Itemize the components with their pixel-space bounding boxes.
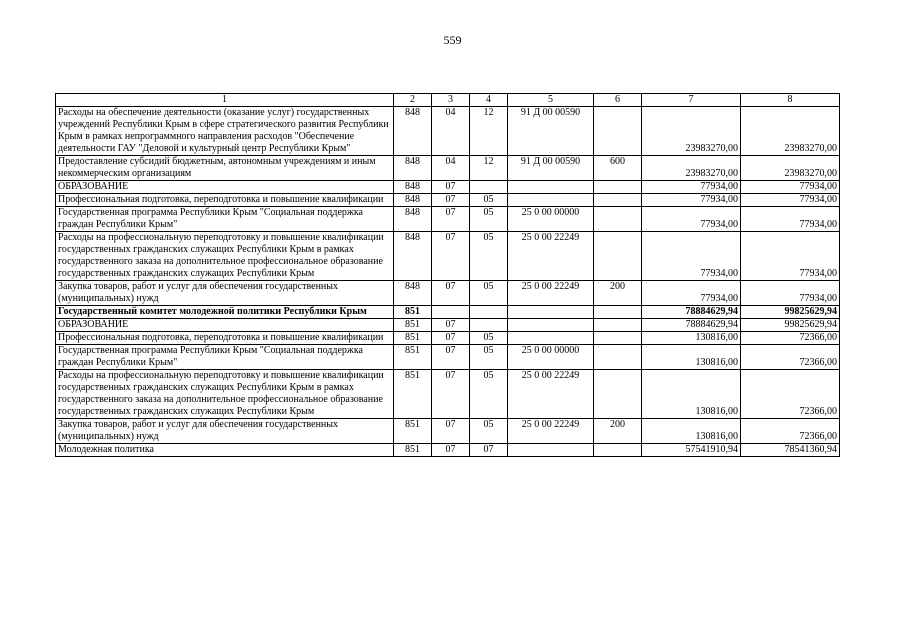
section-code-cell: 04 xyxy=(432,107,470,156)
subsection-code-cell xyxy=(470,319,508,332)
amount-col7-cell: 23983270,00 xyxy=(642,156,741,181)
section-code-cell: 07 xyxy=(432,281,470,306)
budget-table xyxy=(55,93,840,457)
row-name-cell: Государственная программа Республики Крым "Социальная поддержка граждан Республики Крым" xyxy=(56,207,394,232)
expense-type-cell xyxy=(594,370,642,419)
section-code-cell: 07 xyxy=(432,319,470,332)
target-article-cell: 91 Д 00 00590 xyxy=(508,107,594,156)
header-cell-2: 2 xyxy=(394,94,432,107)
expense-type-cell xyxy=(594,332,642,345)
row-name-cell: Закупка товаров, работ и услуг для обеспечения государственных (муниципальных) нужд xyxy=(56,281,394,306)
subsection-code-cell: 05 xyxy=(470,194,508,207)
table-row xyxy=(56,419,840,444)
amount-col7-cell: 77934,00 xyxy=(642,232,741,281)
subsection-code-cell xyxy=(470,306,508,319)
header-cell-1: 1 xyxy=(56,94,394,107)
ministry-code-cell: 851 xyxy=(394,319,432,332)
expense-type-cell xyxy=(594,345,642,370)
subsection-code-cell: 05 xyxy=(470,232,508,281)
amount-col8-cell: 77934,00 xyxy=(741,232,840,281)
amount-col8-cell: 78541360,94 xyxy=(741,444,840,457)
target-article-cell: 25 0 00 00000 xyxy=(508,345,594,370)
table-row xyxy=(56,444,840,457)
ministry-code-cell: 851 xyxy=(394,370,432,419)
row-name-cell: ОБРАЗОВАНИЕ xyxy=(56,181,394,194)
table-row xyxy=(56,319,840,332)
target-article-cell xyxy=(508,444,594,457)
row-name-cell: ОБРАЗОВАНИЕ xyxy=(56,319,394,332)
expense-type-cell xyxy=(594,207,642,232)
amount-col8-cell: 72366,00 xyxy=(741,345,840,370)
table-row xyxy=(56,370,840,419)
section-code-cell: 07 xyxy=(432,345,470,370)
table-row xyxy=(56,207,840,232)
amount-col7-cell: 130816,00 xyxy=(642,345,741,370)
table-row xyxy=(56,306,840,319)
header-cell-6: 6 xyxy=(594,94,642,107)
subsection-code-cell: 12 xyxy=(470,107,508,156)
ministry-code-cell: 848 xyxy=(394,232,432,281)
expense-type-cell: 200 xyxy=(594,419,642,444)
table-row xyxy=(56,107,840,156)
table-row xyxy=(56,181,840,194)
header-cell-8: 8 xyxy=(741,94,840,107)
row-name-cell: Расходы на профессиональную переподготовку и повышение квалификации государственных гражданских служащих Республики Крым в рамках государственного заказа на дополнительное профессиональное образование государственных гражданских служащих Республики Крым xyxy=(56,232,394,281)
ministry-code-cell: 848 xyxy=(394,281,432,306)
amount-col8-cell: 77934,00 xyxy=(741,281,840,306)
target-article-cell xyxy=(508,181,594,194)
section-code-cell: 07 xyxy=(432,232,470,281)
ministry-code-cell: 851 xyxy=(394,444,432,457)
section-code-cell: 07 xyxy=(432,207,470,232)
subsection-code-cell: 05 xyxy=(470,419,508,444)
expense-type-cell xyxy=(594,107,642,156)
amount-col7-cell: 78884629,94 xyxy=(642,319,741,332)
section-code-cell: 07 xyxy=(432,370,470,419)
subsection-code-cell: 05 xyxy=(470,332,508,345)
target-article-cell: 25 0 00 22249 xyxy=(508,281,594,306)
amount-col7-cell: 130816,00 xyxy=(642,332,741,345)
subsection-code-cell: 05 xyxy=(470,281,508,306)
amount-col7-cell: 77934,00 xyxy=(642,194,741,207)
amount-col8-cell: 72366,00 xyxy=(741,332,840,345)
amount-col7-cell: 77934,00 xyxy=(642,181,741,194)
subsection-code-cell xyxy=(470,181,508,194)
target-article-cell: 25 0 00 00000 xyxy=(508,207,594,232)
subsection-code-cell: 05 xyxy=(470,207,508,232)
amount-col7-cell: 78884629,94 xyxy=(642,306,741,319)
ministry-code-cell: 851 xyxy=(394,332,432,345)
expense-type-cell xyxy=(594,232,642,281)
ministry-code-cell: 848 xyxy=(394,207,432,232)
section-code-cell: 04 xyxy=(432,156,470,181)
expense-type-cell: 200 xyxy=(594,281,642,306)
amount-col8-cell: 72366,00 xyxy=(741,370,840,419)
target-article-cell xyxy=(508,194,594,207)
target-article-cell: 25 0 00 22249 xyxy=(508,370,594,419)
row-name-cell: Расходы на профессиональную переподготовку и повышение квалификации государственных гражданских служащих Республики Крым в рамках государственного заказа на дополнительное профессиональное образование государственных гражданских служащих Республики Крым xyxy=(56,370,394,419)
amount-col8-cell: 99825629,94 xyxy=(741,306,840,319)
row-name-cell: Государственная программа Республики Крым "Социальная поддержка граждан Республики Крым" xyxy=(56,345,394,370)
table-row xyxy=(56,281,840,306)
target-article-cell xyxy=(508,332,594,345)
row-name-cell: Закупка товаров, работ и услуг для обеспечения государственных (муниципальных) нужд xyxy=(56,419,394,444)
header-cell-5: 5 xyxy=(508,94,594,107)
section-code-cell: 07 xyxy=(432,419,470,444)
row-name-cell: Расходы на обеспечение деятельности (оказание услуг) государственных учреждений Республики Крым в сфере стратегического развития Республики Крым в рамках непрограммного направления расходов "Обеспечение деятельности ГАУ "Деловой и культурный центр Республики Крым" xyxy=(56,107,394,156)
subsection-code-cell: 05 xyxy=(470,345,508,370)
target-article-cell xyxy=(508,306,594,319)
page-number: 559 xyxy=(443,33,462,47)
header-cell-7: 7 xyxy=(642,94,741,107)
expense-type-cell xyxy=(594,444,642,457)
ministry-code-cell: 848 xyxy=(394,181,432,194)
ministry-code-cell: 851 xyxy=(394,345,432,370)
subsection-code-cell: 07 xyxy=(470,444,508,457)
table-row xyxy=(56,345,840,370)
expense-type-cell xyxy=(594,306,642,319)
amount-col7-cell: 130816,00 xyxy=(642,419,741,444)
amount-col7-cell: 57541910,94 xyxy=(642,444,741,457)
row-name-cell: Профессиональная подготовка, переподготовка и повышение квалификации xyxy=(56,332,394,345)
expense-type-cell: 600 xyxy=(594,156,642,181)
amount-col7-cell: 77934,00 xyxy=(642,207,741,232)
row-name-cell: Государственный комитет молодежной политики Республики Крым xyxy=(56,306,394,319)
section-code-cell: 07 xyxy=(432,444,470,457)
amount-col8-cell: 23983270,00 xyxy=(741,107,840,156)
section-code-cell: 07 xyxy=(432,181,470,194)
table-row xyxy=(56,194,840,207)
subsection-code-cell: 05 xyxy=(470,370,508,419)
table-row xyxy=(56,156,840,181)
table-header-row xyxy=(56,94,840,107)
table-row xyxy=(56,232,840,281)
row-name-cell: Профессиональная подготовка, переподготовка и повышение квалификации xyxy=(56,194,394,207)
amount-col7-cell: 23983270,00 xyxy=(642,107,741,156)
amount-col7-cell: 77934,00 xyxy=(642,281,741,306)
ministry-code-cell: 848 xyxy=(394,156,432,181)
amount-col8-cell: 77934,00 xyxy=(741,181,840,194)
row-name-cell: Предоставление субсидий бюджетным, автономным учреждениям и иным некоммерческим организациям xyxy=(56,156,394,181)
ministry-code-cell: 848 xyxy=(394,107,432,156)
subsection-code-cell: 12 xyxy=(470,156,508,181)
target-article-cell: 91 Д 00 00590 xyxy=(508,156,594,181)
section-code-cell: 07 xyxy=(432,332,470,345)
expense-type-cell xyxy=(594,194,642,207)
target-article-cell xyxy=(508,319,594,332)
section-code-cell: 07 xyxy=(432,194,470,207)
target-article-cell: 25 0 00 22249 xyxy=(508,232,594,281)
ministry-code-cell: 848 xyxy=(394,194,432,207)
amount-col8-cell: 23983270,00 xyxy=(741,156,840,181)
amount-col7-cell: 130816,00 xyxy=(642,370,741,419)
header-cell-3: 3 xyxy=(432,94,470,107)
ministry-code-cell: 851 xyxy=(394,419,432,444)
header-cell-4: 4 xyxy=(470,94,508,107)
amount-col8-cell: 77934,00 xyxy=(741,207,840,232)
ministry-code-cell: 851 xyxy=(394,306,432,319)
expense-type-cell xyxy=(594,319,642,332)
section-code-cell xyxy=(432,306,470,319)
target-article-cell: 25 0 00 22249 xyxy=(508,419,594,444)
amount-col8-cell: 77934,00 xyxy=(741,194,840,207)
amount-col8-cell: 99825629,94 xyxy=(741,319,840,332)
table-row xyxy=(56,332,840,345)
expense-type-cell xyxy=(594,181,642,194)
amount-col8-cell: 72366,00 xyxy=(741,419,840,444)
row-name-cell: Молодежная политика xyxy=(56,444,394,457)
